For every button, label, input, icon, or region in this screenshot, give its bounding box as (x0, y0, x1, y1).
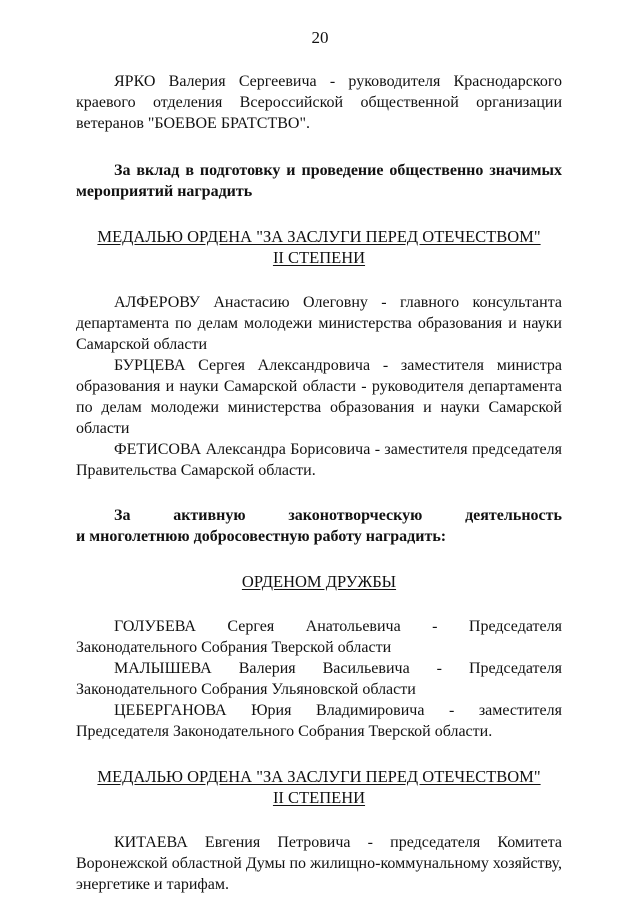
paragraph-alferova: АЛФЕРОВУ Анастасию Олеговну - главного консультанта департамента по делам молодежи министерства образования и науки Самарской области (76, 294, 562, 353)
tsebergranova-line2: Председателя Законодательного Собрания Тверской области. (76, 723, 493, 740)
name-word: Анатольевича (305, 618, 401, 635)
position-word: заместителя (478, 702, 562, 719)
intro-word: За (114, 507, 131, 524)
name-word: Валерия (238, 660, 296, 677)
tsebergranova-line1 (76, 700, 562, 721)
award-heading-medal-1-line2: II СТЕПЕНИ (272, 248, 366, 267)
dash: - (436, 660, 442, 677)
name-word: Васильевича (322, 660, 410, 677)
section-intro-public-events: За вклад в подготовку и проведение общественно значимых мероприятий наградить (76, 162, 562, 200)
paragraph-yarko: ЯРКО Валерия Сергеевича - руководителя Краснодарского краевого отделения Всероссийской общественной организации ветеранов "БОЕВОЕ БРАТСТВО". (76, 73, 562, 132)
dash: - (432, 618, 438, 635)
position-word: Председателя (468, 660, 562, 677)
paragraph-kitaeva: КИТАЕВА Евгения Петровича - председателя Комитета Воронежской областной Думы по жилищно-коммунальному хозяйству, энергетике и тарифам. (76, 834, 562, 893)
golubeva-line2: Законодательного Собрания Тверской области (76, 639, 392, 656)
malysheva-line1 (76, 658, 562, 679)
page-number: 20 (311, 28, 329, 47)
section-intro-legislative-line1 (76, 505, 562, 526)
award-heading-order-friendship-text: ОРДЕНОМ ДРУЖБЫ (241, 572, 397, 591)
award-heading-medal-1 (76, 226, 562, 268)
name-word: Владимировича (316, 702, 425, 719)
intro-word: деятельность (465, 507, 562, 524)
award-heading-order-friendship (76, 571, 562, 592)
document-body (76, 71, 562, 895)
intro-word: активную (173, 507, 246, 524)
award-heading-medal-2 (76, 766, 562, 808)
name-word: ЦЕБЕРГАНОВА (114, 702, 227, 719)
name-word: ГОЛУБЕВА (114, 618, 196, 635)
name-word: Юрия (251, 702, 292, 719)
position-word: Председателя (468, 618, 562, 635)
award-heading-medal-2-line1: МЕДАЛЬЮ ОРДЕНА "ЗА ЗАСЛУГИ ПЕРЕД ОТЕЧЕСТВОМ" (97, 767, 541, 786)
award-heading-medal-2-line2: II СТЕПЕНИ (272, 788, 366, 807)
paragraph-fetisova: ФЕТИСОВА Александра Борисовича - заместителя председателя Правительства Самарской области. (76, 441, 562, 479)
award-heading-medal-1-line1: МЕДАЛЬЮ ОРДЕНА "ЗА ЗАСЛУГИ ПЕРЕД ОТЕЧЕСТВОМ" (97, 227, 541, 246)
malysheva-line2: Законодательного Собрания Ульяновской области (76, 681, 416, 698)
name-word: МАЛЫШЕВА (114, 660, 212, 677)
golubeva-line1 (76, 616, 562, 637)
name-word: Сергея (227, 618, 275, 635)
intro-word: законотворческую (288, 507, 423, 524)
dash: - (448, 702, 455, 719)
paragraph-burtseva: БУРЦЕВА Сергея Александровича - заместителя министра образования и науки Самарской области - руководителя департамента по делам молодежи министерства образования и науки Самарской области (76, 357, 562, 437)
section-intro-legislative-line2: и многолетнюю добросовестную работу наградить: (76, 528, 447, 545)
